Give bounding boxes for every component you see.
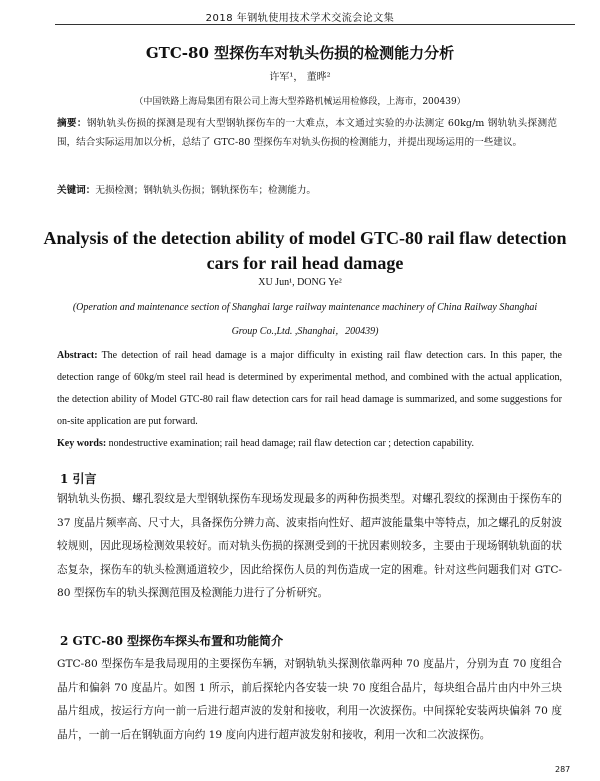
english-keywords [57, 433, 562, 455]
chinese-abstract-text: 钢轨轨头伤损的探测是现有大型钢轨探伤车的一大难点，本文通过实验的办法测定 60kg/m 钢轨轨头探测范围，结合实际运用加以分析，总结了 GTC-80 型探伤车对轨头伤损的检测能力，并提出现场运用的一些建议。 [57, 118, 557, 148]
header-rule [55, 24, 575, 25]
running-head: 2018 年钢轨使用技术学术交流会论文集 [205, 13, 395, 24]
english-authors: XU Jun¹, DONG Ye² [258, 277, 342, 288]
section-heading-2: 2 GTC-80 型探伤车探头布置和功能简介 [60, 634, 284, 648]
english-title: Analysis of the detection ability of model GTC-80 rail flaw detection cars for rail head damage [43, 228, 567, 273]
section-heading-1: 1 引言 [60, 472, 97, 486]
page-number: 287 [555, 765, 571, 774]
chinese-keywords [57, 181, 557, 200]
english-keywords-label: Key words: [57, 438, 107, 449]
chinese-abstract-label: 摘要： [57, 118, 87, 129]
chinese-abstract [57, 114, 557, 152]
english-abstract [57, 345, 562, 433]
chinese-authors: 许军¹， 董晔² [269, 72, 331, 83]
english-abstract-text: The detection of rail head damage is a major difficulty in existing rail flaw detection cars. In this paper, the detection range of 60kg/m steel rail head is determined by experimental method, and combined with the actual application, the detection ability of Model GTC-80 rail flaw detection cars for rail head damage is summarized, and some suggestions for on-site application are put forward. [57, 350, 562, 427]
chinese-title: GTC-80 型探伤车对轨头伤损的检测能力分析 [145, 44, 455, 62]
section-body-1: 钢轨轨头伤损、螺孔裂纹是大型钢轨探伤车现场发现最多的两种伤损类型。对螺孔裂纹的探测由于探伤车的 37 度晶片频率高、尺寸大，具备探伤分辨力高、波束指向性好、超声波能量集中等特点，加之螺孔的反射波较规则，因此现场检测效果较好。而对轨头伤损的探测受到的干扰因素则较多，主要由于现场钢轨轨面的状态复杂，探伤车的轨头检测通道较少，因此给探伤人员的判伤造成一定的困难。针对这些问题我们对 GTC-80 型探伤车的轨头探测范围及检测能力进行了分析研究。 [57, 493, 562, 599]
section-body-2: GTC-80 型探伤车是我局现用的主要探伤车辆，对钢轨轨头探测依靠两种 70 度晶片，分别为直 70 度组合晶片和偏斜 70 度晶片。如图 1 所示，前后探轮内各安装一块 70 度组合晶片，每块组合晶片由内中外三块晶片组成，按运行方向一前一后进行超声波的发射和接收，利用一次波探伤。中间探轮安装两块偏斜 70 度晶片，一前一后在钢轨面方向约 19 度向内进行超声波发射和接收，利用一次和二次波探伤。 [57, 658, 562, 741]
chinese-keywords-label: 关键词： [57, 185, 96, 196]
chinese-keywords-text: 无损检测；钢轨轨头伤损；钢轨探伤车；检测能力。 [95, 185, 317, 196]
english-affiliation: (Operation and maintenance section of Shanghai large railway maintenance machinery of China Railway Shanghai Group Co.,Ltd. ,Shanghai，200439) [72, 302, 538, 337]
chinese-affiliation: （中国铁路上海局集团有限公司上海大型养路机械运用检修段，上海市，200439） [134, 97, 466, 107]
english-keywords-text: nondestructive examination; rail head damage; rail flaw detection car ; detection capability. [108, 438, 474, 449]
english-abstract-label: Abstract: [57, 350, 98, 361]
